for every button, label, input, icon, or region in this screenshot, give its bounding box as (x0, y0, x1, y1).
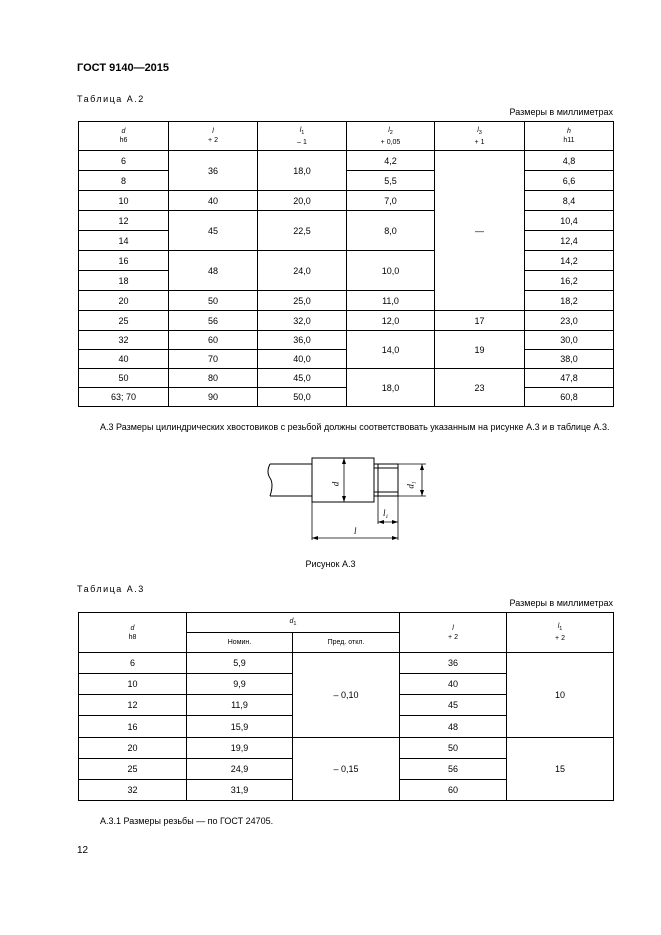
table-a3-caption: Таблица А.3 (77, 584, 145, 594)
table-a3-units: Размеры в миллиметрах (509, 598, 613, 608)
header-d1: $d_1$ (187, 613, 400, 633)
cell-d: 12 (79, 211, 169, 231)
cell-d: 12 (79, 695, 187, 716)
cell-l1: 18,0 (258, 151, 347, 191)
cell-l: 36 (169, 151, 258, 191)
cell-d: 10 (79, 191, 169, 211)
table-row (79, 738, 614, 759)
cell-d: 6 (79, 653, 187, 674)
header-l: l + 2 (400, 613, 507, 653)
cell-d: 32 (79, 780, 187, 801)
cell-h: 23,0 (525, 311, 614, 331)
table-a2 (78, 121, 614, 407)
cell-deviation: – 0,15 (293, 738, 400, 801)
cell-l2: 5,5 (347, 171, 435, 191)
cell-l1: 36,0 (258, 331, 347, 350)
cell-nominal: 24,9 (187, 759, 293, 780)
cell-nominal: 31,9 (187, 780, 293, 801)
cell-l3: 23 (435, 369, 525, 407)
shank-body (312, 458, 374, 502)
table-a2-caption: Таблица А.2 (77, 94, 145, 104)
cell-l: 40 (169, 191, 258, 211)
paragraph-a31: А.3.1 Размеры резьбы — по ГОСТ 24705. (100, 816, 274, 826)
cell-d: 50 (79, 369, 169, 388)
table-a2-header-row (79, 122, 614, 151)
cell-d: 63; 70 (79, 388, 169, 407)
document-header: ГОСТ 9140—2015 (77, 62, 170, 74)
cell-d: 10 (79, 674, 187, 695)
header-d1-deviation: Пред. откл. (293, 633, 400, 653)
cell-l1: 22,5 (258, 211, 347, 251)
cell-h: 16,2 (525, 271, 614, 291)
table-a3 (78, 612, 614, 801)
cell-l: 40 (400, 674, 507, 695)
figure-label-d1: $d_1$ (405, 481, 418, 489)
cell-l: 60 (400, 780, 507, 801)
cell-l: 60 (169, 331, 258, 350)
cell-h: 14,2 (525, 251, 614, 271)
header-d: d h6 (79, 122, 169, 151)
header-d: d h8 (79, 613, 187, 653)
cell-d: 32 (79, 331, 169, 350)
table-row (79, 291, 614, 311)
cell-l2: 11,0 (347, 291, 435, 311)
cell-l: 48 (169, 251, 258, 291)
cell-d: 25 (79, 759, 187, 780)
figure-a3-drawing (262, 454, 430, 546)
table-row (79, 251, 614, 271)
cell-l3: 19 (435, 331, 525, 369)
figure-label-d: d (330, 481, 341, 487)
cell-l3: — (435, 151, 525, 311)
table-row (79, 369, 614, 388)
cell-l2: 7,0 (347, 191, 435, 211)
cell-d: 14 (79, 231, 169, 251)
cell-d: 16 (79, 716, 187, 738)
cell-h: 60,8 (525, 388, 614, 407)
table-row (79, 311, 614, 331)
table-row (79, 211, 614, 231)
table-row (79, 151, 614, 171)
cell-l1: 32,0 (258, 311, 347, 331)
cell-deviation: – 0,10 (293, 653, 400, 738)
cell-d: 8 (79, 171, 169, 191)
cell-l3: 17 (435, 311, 525, 331)
cell-h: 10,4 (525, 211, 614, 231)
cell-l1: 20,0 (258, 191, 347, 211)
table-a2-units: Размеры в миллиметрах (509, 107, 613, 117)
header-l: l + 2 (169, 122, 258, 151)
cell-l1: 40,0 (258, 350, 347, 369)
table-row (79, 331, 614, 350)
cell-d: 20 (79, 291, 169, 311)
table-row (79, 653, 614, 674)
cell-h: 12,4 (525, 231, 614, 251)
cell-nominal: 5,9 (187, 653, 293, 674)
table-row (79, 171, 614, 191)
cell-l: 90 (169, 388, 258, 407)
cell-l: 50 (400, 738, 507, 759)
header-l1: $l_1$ – 1 (258, 122, 347, 151)
cell-l2: 18,0 (347, 369, 435, 407)
cell-l2: 12,0 (347, 311, 435, 331)
table-row (79, 388, 614, 407)
header-l3: $l_3$ + 1 (435, 122, 525, 151)
cell-l: 36 (400, 653, 507, 674)
cell-l: 80 (169, 369, 258, 388)
cell-l: 48 (400, 716, 507, 738)
header-h: h h11 (525, 122, 614, 151)
figure-a3-caption: Рисунок А.3 (305, 559, 356, 569)
cell-d: 40 (79, 350, 169, 369)
figure-label-l1: $l_1$ (383, 508, 389, 520)
table-row (79, 350, 614, 369)
break-line (268, 464, 272, 496)
cell-l2: 4,2 (347, 151, 435, 171)
cell-h: 30,0 (525, 331, 614, 350)
cell-l: 50 (169, 291, 258, 311)
cell-nominal: 11,9 (187, 695, 293, 716)
cell-nominal: 15,9 (187, 716, 293, 738)
cell-d: 18 (79, 271, 169, 291)
paragraph-a3: А.3 Размеры цилиндрических хвостовиков с резьбой должны соответствовать указанным на рисунке А.3 и в таблице А.3. (100, 422, 610, 432)
cell-l1: 15 (507, 738, 614, 801)
cell-l1: 45,0 (258, 369, 347, 388)
cell-h: 18,2 (525, 291, 614, 311)
cell-l2: 10,0 (347, 251, 435, 291)
page-number: 12 (77, 845, 89, 856)
cell-l: 70 (169, 350, 258, 369)
cell-l1: 24,0 (258, 251, 347, 291)
cell-l: 56 (169, 311, 258, 331)
header-l2: $l_2$ + 0,05 (347, 122, 435, 151)
cell-l: 45 (400, 695, 507, 716)
table-row (79, 191, 614, 211)
cell-h: 6,6 (525, 171, 614, 191)
cell-h: 38,0 (525, 350, 614, 369)
cell-d: 25 (79, 311, 169, 331)
cell-d: 6 (79, 151, 169, 171)
cell-l1: 10 (507, 653, 614, 738)
table-a3-header-row (79, 613, 614, 633)
cell-h: 8,4 (525, 191, 614, 211)
cell-l2: 14,0 (347, 331, 435, 369)
cell-nominal: 9,9 (187, 674, 293, 695)
figure-label-l: l (354, 526, 357, 536)
header-d1-nominal: Номин. (187, 633, 293, 653)
cell-d: 20 (79, 738, 187, 759)
cell-l: 45 (169, 211, 258, 251)
cell-nominal: 19,9 (187, 738, 293, 759)
cell-l1: 50,0 (258, 388, 347, 407)
cell-l1: 25,0 (258, 291, 347, 311)
cell-l2: 8,0 (347, 211, 435, 251)
cell-h: 47,8 (525, 369, 614, 388)
cell-d: 16 (79, 251, 169, 271)
cell-h: 4,8 (525, 151, 614, 171)
header-l1: $l_1$ + 2 (507, 613, 614, 653)
cell-l: 56 (400, 759, 507, 780)
